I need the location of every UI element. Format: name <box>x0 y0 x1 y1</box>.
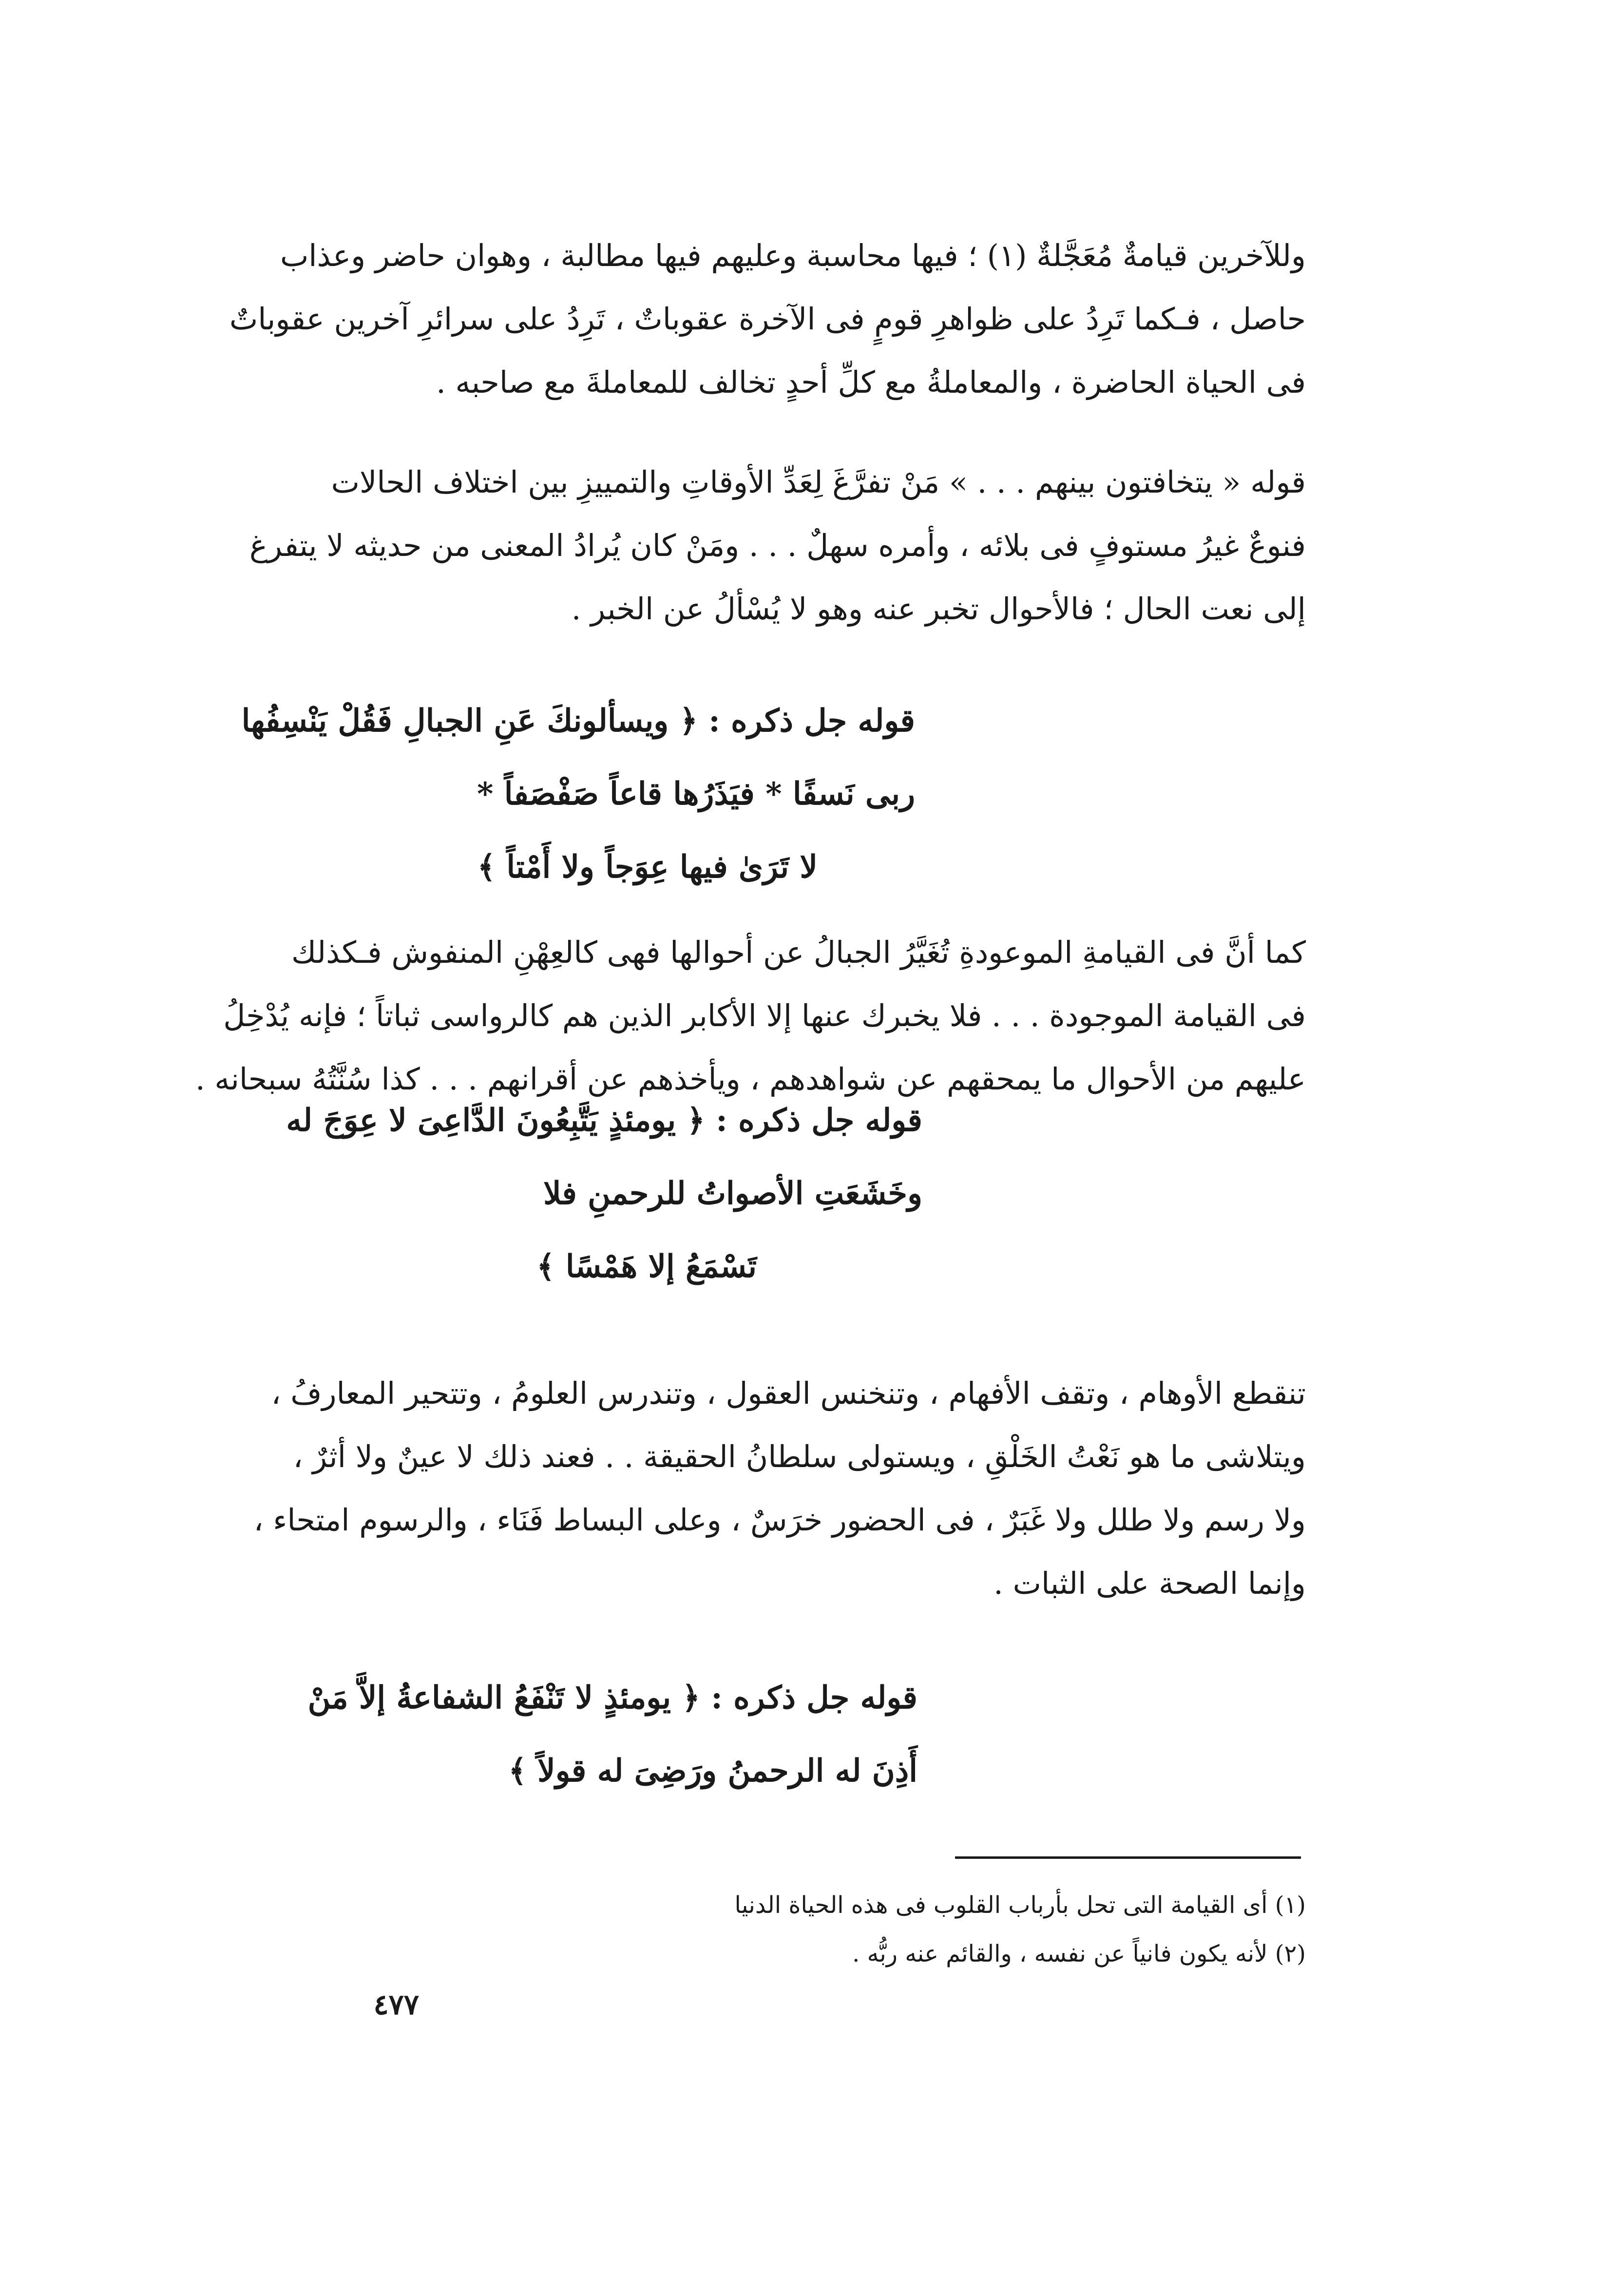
text-line: فنوعٌ غيرُ مستوفٍ فى بلائه ، وأمره سهلٌ . . . ومَنْ كان يُرادُ المعنى من حديثه لا يتفرغ <box>249 528 1306 563</box>
verse-line: وخَشَعَتِ الأصواتُ للرحمنِ فلا <box>543 1175 922 1212</box>
verse-line: ربى نَسفًا * فيَذَرُها قاعاً صَفْصَفاً * <box>477 776 915 812</box>
text-line: ويتلاشى ما هو نَعْتُ الخَلْقِ ، ويستولى سلطانُ الحقيقة . . فعند ذلك لا عينٌ ولا أثرٌ ، <box>293 1439 1306 1474</box>
paragraph-1 <box>229 224 1306 414</box>
footnote-1: (١) أى القيامة التى تحل بأرباب القلوب فى هذه الحياة الدنيا <box>734 1891 1306 1919</box>
page-number: ٤٧٧ <box>373 1988 419 2021</box>
footnotes <box>536 1881 1306 1978</box>
text-line: وللآخرين قيامةٌ مُعَجَّلةٌ (١) ؛ فيها محاسبة وعليهم فيها مطالبة ، وهوان حاضر وعذاب <box>280 238 1306 273</box>
text-line: تنقطع الأوهام ، وتقف الأفهام ، وتنخنس العقول ، وتندرس العلومُ ، وتتحير المعارفُ ، <box>271 1375 1306 1411</box>
quran-verse-3 <box>89 1661 917 1808</box>
footnote-divider <box>955 1856 1301 1859</box>
verse-line: لا تَرَىٰ فيها عِوَجاً ولا أَمْتاً ﴾ <box>477 849 818 885</box>
text-line: وإنما الصحة على الثبات . <box>994 1566 1306 1601</box>
verse-line: أَذِنَ له الرحمنُ ورَضِىَ له قولاً ﴾ <box>508 1753 917 1789</box>
text-line: ولا رسم ولا طلل ولا غَبَرٌ ، فى الحضور خرَسٌ ، وعلى البساط فَنَاء ، والرسوم امتحاء ، <box>253 1502 1306 1538</box>
text-line: فى الحياة الحاضرة ، والمعاملةُ مع كلِّ أحدٍ تخالف للمعاملةَ مع صاحبه . <box>436 364 1306 400</box>
footnote-2: (٢) لأنه يكون فانياً عن نفسه ، والقائم عنه ربُّه . <box>852 1940 1306 1967</box>
paragraph-2 <box>249 451 1306 641</box>
text-line: قوله « يتخافتون بينهم . . . » مَنْ تفرَّغَ لِعَدِّ الأوقاتِ والتمييزِ بين اختلاف الحالات <box>331 464 1306 500</box>
paragraph-3 <box>195 921 1306 1111</box>
text-line: كما أنَّ فى القيامةِ الموعودةِ تُغَيَّرُ الجبالُ عن أحوالها فهى كالعِهْنِ المنفوش فـكذلك <box>291 935 1306 970</box>
quran-verse-2 <box>94 1084 922 1303</box>
text-line: فى القيامة الموجودة . . . فلا يخبرك عنها إلا الأكابر الذين هم كالرواسى ثباتاً ؛ فإنه يُدْخِلُ <box>223 998 1306 1033</box>
text-line: إلى نعت الحال ؛ فالأحوال تخبر عنه وهو لا يُسْألُ عن الخبر . <box>571 591 1306 627</box>
text-line: عليهم من الأحوال ما يمحقهم عن شواهدهم ، ويأخذهم عن أقرانهم . . . كذا سُنَّتُهُ سبحانه . <box>195 1061 1306 1097</box>
verse-line: قوله جل ذكره : ﴿ يومئذٍ يَتَّبِعُونَ الدَّاعِىَ لا عِوَجَ له <box>286 1102 922 1139</box>
quran-verse-1 <box>87 685 915 904</box>
text-line: حاصل ، فـكما تَرِدُ على ظواهرِ قومٍ فى الآخرة عقوباتٌ ، تَرِدُ على سرائرِ آخرين عقوباتٌ <box>229 301 1306 337</box>
verse-line: تَسْمَعُ إلا هَمْسًا ﴾ <box>536 1248 757 1285</box>
paragraph-4 <box>253 1362 1306 1615</box>
verse-line: قوله جل ذكره : ﴿ ويسألونكَ عَنِ الجبالِ فَقُلْ يَنْسِفُها <box>241 703 915 739</box>
verse-line: قوله جل ذكره : ﴿ يومئذٍ لا تَنْفَعُ الشفاعةُ إلاَّ مَنْ <box>307 1680 917 1716</box>
